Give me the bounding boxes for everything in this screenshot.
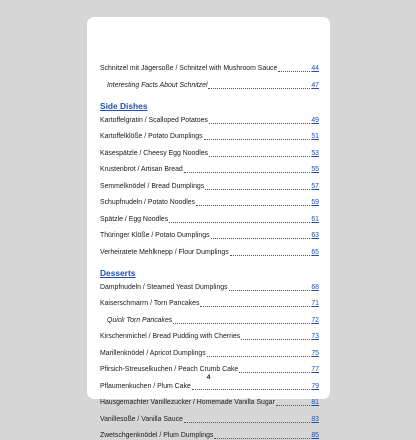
book-page <box>87 17 330 439</box>
toc-page-link[interactable]: 53 <box>311 149 319 157</box>
dot-leader <box>205 189 310 190</box>
toc-entry-title: Pflaumenkuchen / Plum Cake <box>100 382 191 390</box>
toc-entry-title: Dampfnudeln / Steamed Yeast Dumplings <box>100 283 228 291</box>
dot-leader <box>239 372 310 373</box>
toc-page-link[interactable]: 61 <box>311 215 319 223</box>
dot-leader <box>207 356 311 357</box>
toc-entry-title: Spätzle / Egg Noodles <box>100 215 169 223</box>
toc-entry-title: Schnitzel mit Jägersoße / Schnitzel with Mushroom Sauce <box>100 65 278 72</box>
toc-entry[interactable] <box>100 113 319 125</box>
toc-entry-title: Pfirsich-Streuselkuchen / Peach Crumb Cake <box>100 366 239 373</box>
toc-entry[interactable] <box>100 280 319 292</box>
toc-entry-title: Kartoffelgratin / Scalloped Potatoes <box>100 116 208 124</box>
toc-page-link[interactable]: 44 <box>311 65 319 72</box>
toc-page-link[interactable]: 72 <box>311 316 319 324</box>
dot-leader <box>192 389 311 390</box>
toc-page-link[interactable]: 73 <box>311 333 319 340</box>
section-heading-side-dishes[interactable]: Side Dishes <box>100 100 148 111</box>
toc-entry-title: Schupfnudeln / Potato Noodles <box>100 199 196 206</box>
toc-entry[interactable] <box>100 412 319 424</box>
toc-entry-title: Zwetschgenknödel / Plum Dumplings <box>100 432 214 439</box>
toc-page-link[interactable]: 81 <box>311 399 319 406</box>
toc-entry-title: Hausgemachter Vanillezucker / Homemade Vanilla Sugar <box>100 399 275 406</box>
toc-entry[interactable] <box>100 162 319 174</box>
toc-page-link[interactable]: 79 <box>311 382 319 390</box>
toc-entry-title: Kartoffelklöße / Potato Dumplings <box>100 133 203 140</box>
toc-entry[interactable] <box>100 313 319 325</box>
toc-entry[interactable] <box>100 146 319 158</box>
toc-page-link[interactable]: 63 <box>311 232 319 239</box>
toc-entry[interactable] <box>100 179 319 191</box>
toc-page-link[interactable]: 68 <box>311 283 319 291</box>
section-heading-desserts[interactable]: Desserts <box>100 267 136 278</box>
toc-entry-title: Kaiserschmarrn / Torn Pancakes <box>100 300 200 307</box>
toc-entry-title: Semmelknödel / Bread Dumplings <box>100 182 205 190</box>
toc-entry-title: Interesting Facts About Schnitzel <box>107 81 208 89</box>
dot-leader <box>278 71 310 72</box>
toc-entry[interactable] <box>100 245 319 257</box>
toc-page-link[interactable]: 59 <box>311 199 319 206</box>
toc-page-link[interactable]: 47 <box>311 81 319 89</box>
toc-page-link[interactable]: 77 <box>311 366 319 373</box>
toc-entry[interactable] <box>100 428 319 440</box>
dot-leader <box>200 306 310 307</box>
dot-leader <box>184 172 311 173</box>
toc-entry-title: Vanillesoße / Vanilla Sauce <box>100 415 183 423</box>
dot-leader <box>229 290 311 291</box>
dot-leader <box>173 323 310 324</box>
dot-leader <box>209 123 310 124</box>
page-number: 4 <box>206 374 211 381</box>
toc-entry-title: Krustenbrot / Artisan Bread <box>100 166 183 173</box>
toc-entry[interactable] <box>100 195 319 207</box>
dot-leader <box>204 139 311 140</box>
dot-leader <box>208 88 310 89</box>
toc-entry[interactable] <box>100 329 319 341</box>
toc-page-link[interactable]: 51 <box>311 133 319 140</box>
dot-leader <box>184 422 310 423</box>
toc-entry[interactable] <box>100 346 319 358</box>
toc-page-link[interactable]: 85 <box>311 432 319 439</box>
table-of-contents <box>100 61 319 440</box>
toc-entry[interactable] <box>100 129 319 141</box>
dot-leader <box>214 438 310 439</box>
toc-page-link[interactable]: 71 <box>311 300 319 307</box>
dot-leader <box>169 222 310 223</box>
dot-leader <box>276 405 311 406</box>
dot-leader <box>196 205 310 206</box>
toc-page-link[interactable]: 49 <box>311 116 319 124</box>
toc-entry-title: Kirschenmichel / Bread Pudding with Cherries <box>100 333 241 340</box>
dot-leader <box>211 238 311 239</box>
toc-entry[interactable] <box>100 78 319 90</box>
dot-leader <box>230 255 311 256</box>
toc-entry-title: Marillenknödel / Apricot Dumplings <box>100 349 206 357</box>
toc-page-link[interactable]: 83 <box>311 415 319 423</box>
toc-entry-title: Quick Torn Pancakes <box>107 316 173 324</box>
toc-entry-title: Verheiratete Mehlknepp / Flour Dumplings <box>100 248 229 256</box>
toc-entry[interactable] <box>100 296 319 308</box>
toc-entry-title: Thüringer Klöße / Potato Dumplings <box>100 232 210 239</box>
toc-entry[interactable] <box>100 212 319 224</box>
toc-entry-title: Käsespätzle / Cheesy Egg Noodles <box>100 149 209 157</box>
dot-leader <box>241 339 310 340</box>
toc-page-link[interactable]: 75 <box>311 349 319 357</box>
toc-entry[interactable] <box>100 228 319 240</box>
toc-entry[interactable] <box>100 61 319 73</box>
dot-leader <box>209 156 310 157</box>
toc-page-link[interactable]: 65 <box>311 248 319 256</box>
toc-entry[interactable] <box>100 395 319 407</box>
toc-page-link[interactable]: 57 <box>311 182 319 190</box>
toc-page-link[interactable]: 55 <box>311 166 319 173</box>
toc-entry[interactable] <box>100 362 319 374</box>
